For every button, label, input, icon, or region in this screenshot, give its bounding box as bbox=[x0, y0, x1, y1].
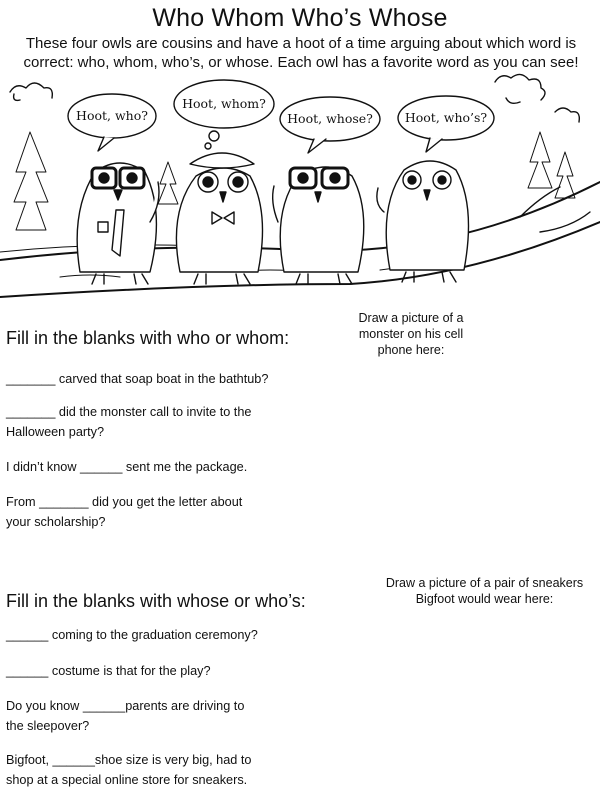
question-line: ______ coming to the graduation ceremony? bbox=[6, 628, 258, 642]
bubble-2-text: Hoot, whom? bbox=[182, 96, 266, 111]
question-line: your scholarship? bbox=[6, 515, 106, 529]
question-line: Halloween party? bbox=[6, 425, 105, 439]
page-title: Who Whom Who’s Whose bbox=[152, 4, 448, 32]
tree bbox=[14, 132, 48, 230]
bubble-4-text: Hoot, who’s? bbox=[404, 110, 488, 125]
owl-who bbox=[77, 163, 159, 284]
question-line: shop at a special online store for sneakers. bbox=[6, 773, 248, 787]
tree bbox=[555, 152, 575, 198]
bubble-1-text: Hoot, who? bbox=[76, 108, 148, 123]
question-line: From _______ did you get the letter about bbox=[6, 495, 243, 509]
tree bbox=[528, 132, 552, 188]
owl-whos bbox=[377, 161, 469, 282]
section-whose-whos-heading: Fill in the blanks with whose or who’s: bbox=[6, 591, 306, 611]
question-line: I didn’t know ______ sent me the package. bbox=[6, 460, 248, 474]
intro-text: These four owls are cousins and have a hoot of a time arguing about which word is correct: who, whom, who’s, or whose. Each owl has a favorite word as you can see! bbox=[23, 35, 579, 71]
question-line: Do you know ______parents are driving to bbox=[6, 699, 245, 713]
draw-prompt-sneakers: Draw a picture of a pair of sneakers Bigfoot would wear here: bbox=[385, 576, 584, 606]
tree bbox=[158, 162, 178, 204]
section-who-whom-heading: Fill in the blanks with who or whom: bbox=[6, 328, 290, 348]
question-line: the sleepover? bbox=[6, 719, 90, 733]
branch-stub bbox=[520, 187, 590, 232]
cloud bbox=[10, 83, 52, 100]
cloud bbox=[495, 74, 545, 103]
owl-whose bbox=[273, 167, 364, 284]
cloud bbox=[555, 108, 579, 122]
question-line: ______ costume is that for the play? bbox=[6, 664, 211, 678]
draw-prompt-monster: Draw a picture of a monster on his cell phone here: bbox=[358, 311, 464, 357]
question-line: _______ did the monster call to invite to the bbox=[6, 405, 252, 419]
question-line: _______ carved that soap boat in the bathtub? bbox=[6, 372, 269, 386]
question-line: Bigfoot, ______shoe size is very big, had to bbox=[6, 753, 252, 767]
bubble-3-text: Hoot, whose? bbox=[287, 111, 373, 126]
owls-illustration bbox=[0, 72, 600, 312]
owl-whom bbox=[176, 153, 262, 284]
